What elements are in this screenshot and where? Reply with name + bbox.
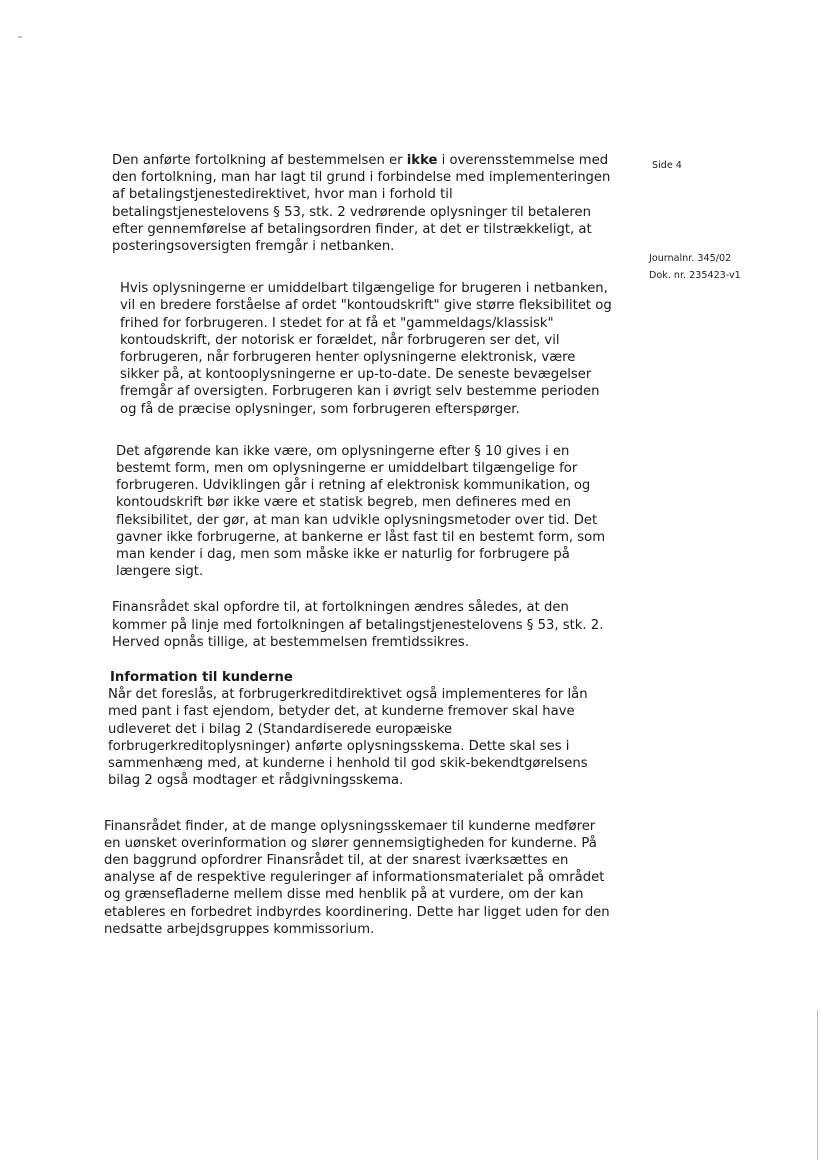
paragraph-netbank-availability: Hvis oplysningerne er umiddelbart tilgængelige for brugeren i netbanken, vil en bredere forståelse af ordet "kontoudskrift" give større fleksibilitet og frihed for forbrugeren. I stedet for at få et "gammeldags/klassisk" kontoudskrift, der notorisk er forældet, når forbrugeren ser det, vil forbrugeren, når forbrugeren henter oplysningerne elektronisk, være sikker på, at kontooplysningerne er up-to-date. De seneste bevægelser fremgår af oversigten. Forbrugeren kan i øvrigt selv bestemme perioden og få de præcise oplysninger, som forbrugeren efterspørger.: [120, 281, 612, 417]
paragraph-interpretation: [112, 152, 612, 255]
letter-body: [104, 152, 612, 958]
paragraph-consumer-credit-directive: Når det foreslås, at forbrugerkreditdirektivet også implementeres for lån med pant i fast ejendom, betyder det, at kunderne fremover skal have udleveret det i bilag 2 (Standardiserede europæiske forbrugerkreditoplysninger) anførte oplysningsskema. Dette skal ses i sammenhæng med, at kunderne i henhold til god skik-bekendtgørelsens bilag 2 også modtager et rådgivningsskema.: [108, 687, 588, 789]
paragraph-recommendation: Finansrådet skal opfordre til, at fortolkningen ændres således, at den kommer på linje med fortolkningen af betalingstjenestelovens § 53, stk. 2. Herved opnås tillige, at bestemmelsen fremtidssikres.: [112, 600, 604, 650]
paragraph-interpretation-end: i overensstemmelse med den fortolkning, man har lagt til grund i forbindelse med implementeringen af betalingstjenestedirektivet, hvor man i forhold til betalingstjenestelovens § 53, stk. 2 vedrørende oplysninger til betaleren efter gennemførelse af betalingsordren finder, at det er tilstrækkeligt, at posteringsoversigten fremgår i netbanken.: [112, 153, 611, 255]
scan-edge-line: [817, 1010, 818, 1160]
scan-artifact-mark: [18, 36, 22, 38]
reference-block: [649, 250, 741, 284]
document-number: Dok. nr. 235423-v1: [649, 270, 741, 281]
paragraph-decisive-factor: Det afgørende kan ikke være, om oplysningerne efter § 10 gives i en bestemt form, men om oplysningerne er umiddelbart tilgængelige for forbrugeren. Udviklingen går i retning af elektronisk kommunikation, og kontoudskrift bør ikke være et statisk begreb, men defineres med en fleksibilitet, der gør, at man kan udvikle oplysningsmetoder over tid. Det gavner ikke forbrugerne, at bankerne er låst fast til en bestemt form, som man kender i dag, men som måske ikke er naturlig for forbrugere på længere sigt.: [116, 443, 606, 580]
paragraph-interpretation-start: Den anførte fortolkning af bestemmelsen er: [112, 153, 407, 168]
page-number-label: Side 4: [652, 160, 682, 171]
emphasis-ikke: ikke: [406, 153, 438, 168]
paragraph-information-overload: Finansrådet finder, at de mange oplysningsskemaer til kunderne medfører en uønsket overinformation og slører gennemsigtigheden for kunderne. På den baggrund opfordrer Finansrådet til, at der snarest iværksættes en analyse af de respektive reguleringer af informationsmaterialet på området og grænsefladerne mellem disse med henblik på at vurdere, om der kan etableres en forbedret indbyrdes koordinering. Dette har ligget uden for den nedsatte arbejdsgruppes kommissorium.: [104, 818, 610, 937]
section-heading-customer-information: Information til kunderne: [110, 670, 293, 686]
journal-number: Journalnr. 345/02: [649, 253, 732, 264]
